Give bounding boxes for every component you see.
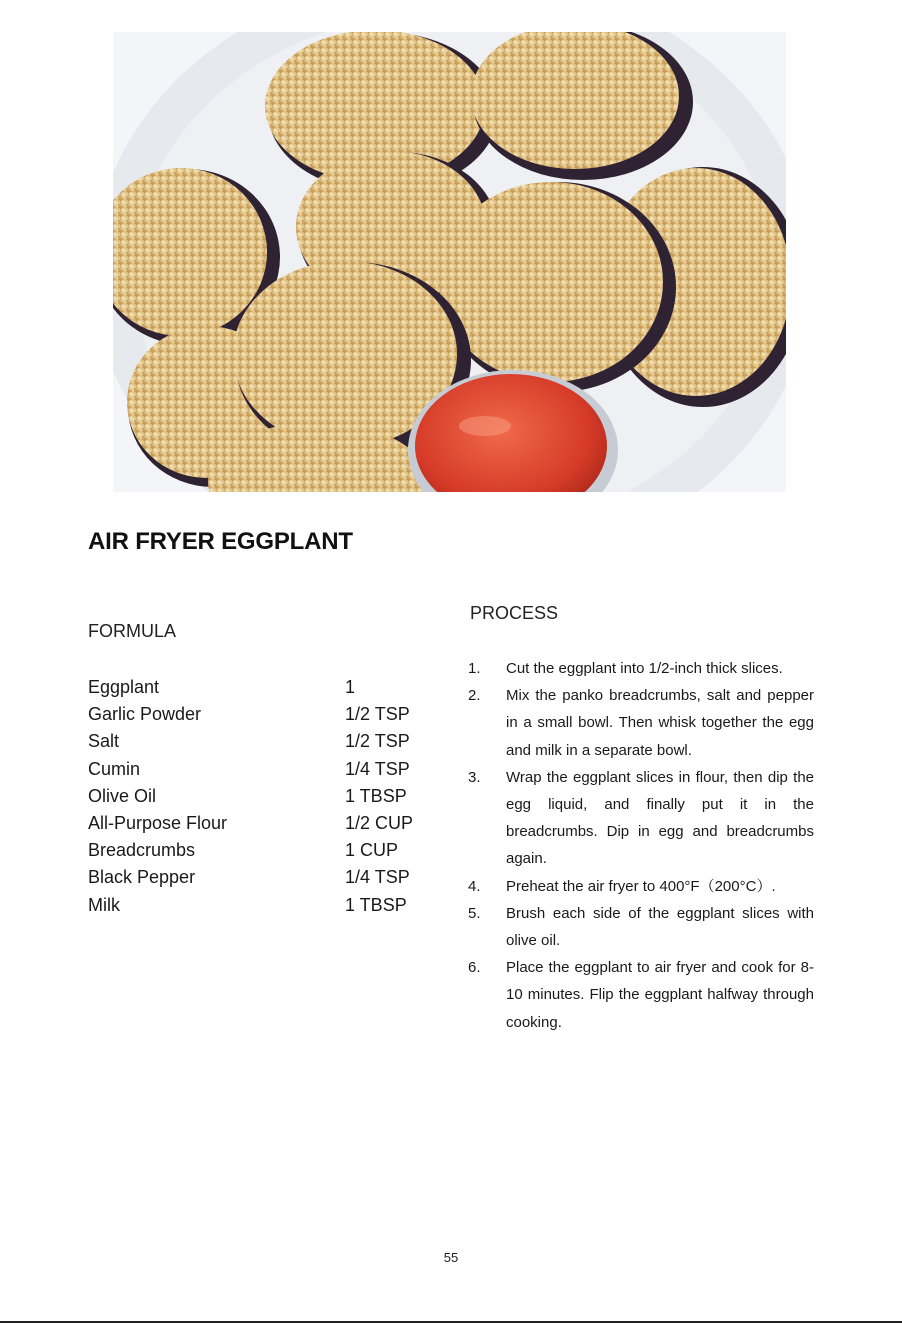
ingredient-row bbox=[88, 674, 428, 701]
recipe-photo bbox=[113, 32, 786, 492]
ingredient-row bbox=[88, 837, 428, 864]
ingredient-name: Salt bbox=[88, 731, 120, 752]
step-number: 4. bbox=[468, 877, 481, 895]
process-step bbox=[468, 682, 814, 764]
page-number: 55 bbox=[443, 1250, 459, 1265]
ingredient-quantity: 1 CUP bbox=[345, 840, 399, 861]
step-text: Mix the panko breadcrumbs, salt and pepper in a small bowl. Then whisk together the egg and milk in a separate bowl. bbox=[506, 687, 814, 759]
ingredient-name: All-Purpose Flour bbox=[88, 812, 228, 833]
process-step bbox=[468, 954, 814, 1036]
ingredient-name: Garlic Powder bbox=[88, 704, 202, 725]
ingredient-name: Black Pepper bbox=[88, 867, 196, 888]
step-number: 5. bbox=[468, 904, 481, 922]
recipe-title: AIR FRYER EGGPLANT bbox=[88, 528, 353, 555]
step-text: Place the eggplant to air fryer and cook for 8-10 minutes. Flip the eggplant halfway through cooking. bbox=[506, 959, 814, 1031]
step-text: Preheat the air fryer to 400°F（200°C）. bbox=[506, 877, 776, 895]
process-step bbox=[468, 655, 814, 682]
ingredient-row bbox=[88, 864, 428, 891]
page-divider bbox=[0, 1321, 902, 1323]
ingredient-quantity: 1/2 TSP bbox=[345, 731, 410, 752]
process-step bbox=[468, 764, 814, 873]
ingredient-name: Olive Oil bbox=[88, 785, 157, 806]
step-number: 3. bbox=[468, 768, 481, 786]
step-number: 6. bbox=[468, 959, 481, 977]
ingredient-quantity: 1/4 TSP bbox=[345, 867, 410, 888]
ingredient-quantity: 1 TBSP bbox=[345, 785, 407, 806]
ingredient-row bbox=[88, 892, 428, 919]
ingredient-name: Milk bbox=[88, 894, 120, 915]
ingredient-quantity: 1/2 TSP bbox=[345, 704, 410, 725]
step-text: Brush each side of the eggplant slices with olive oil. bbox=[506, 904, 814, 950]
ingredient-name: Cumin bbox=[88, 758, 141, 779]
ingredient-row bbox=[88, 728, 428, 755]
process-step bbox=[468, 873, 814, 900]
ingredient-name: Eggplant bbox=[88, 677, 160, 697]
ingredient-quantity: 1/2 CUP bbox=[345, 812, 414, 833]
step-number: 1. bbox=[468, 660, 481, 677]
process-heading: PROCESS bbox=[470, 603, 559, 623]
ingredient-row bbox=[88, 810, 428, 837]
ingredient-row bbox=[88, 701, 428, 728]
process-steps bbox=[468, 655, 814, 1036]
ingredient-list bbox=[88, 674, 428, 919]
ingredient-row bbox=[88, 783, 428, 810]
process-step bbox=[468, 900, 814, 954]
formula-heading: FORMULA bbox=[88, 621, 177, 641]
ingredient-row bbox=[88, 756, 428, 783]
fried-eggplant-photo bbox=[113, 32, 786, 492]
ingredient-name: Breadcrumbs bbox=[88, 840, 196, 861]
step-number: 2. bbox=[468, 687, 481, 705]
step-text: Wrap the eggplant slices in flour, then dip the egg liquid, and finally put it in the breadcrumbs. Dip in egg and breadcrumbs again. bbox=[506, 768, 814, 868]
ingredient-quantity: 1 bbox=[345, 677, 356, 697]
ingredient-quantity: 1/4 TSP bbox=[345, 758, 410, 779]
ingredient-quantity: 1 TBSP bbox=[345, 894, 407, 915]
step-text: Cut the eggplant into 1/2-inch thick slices. bbox=[506, 660, 783, 677]
